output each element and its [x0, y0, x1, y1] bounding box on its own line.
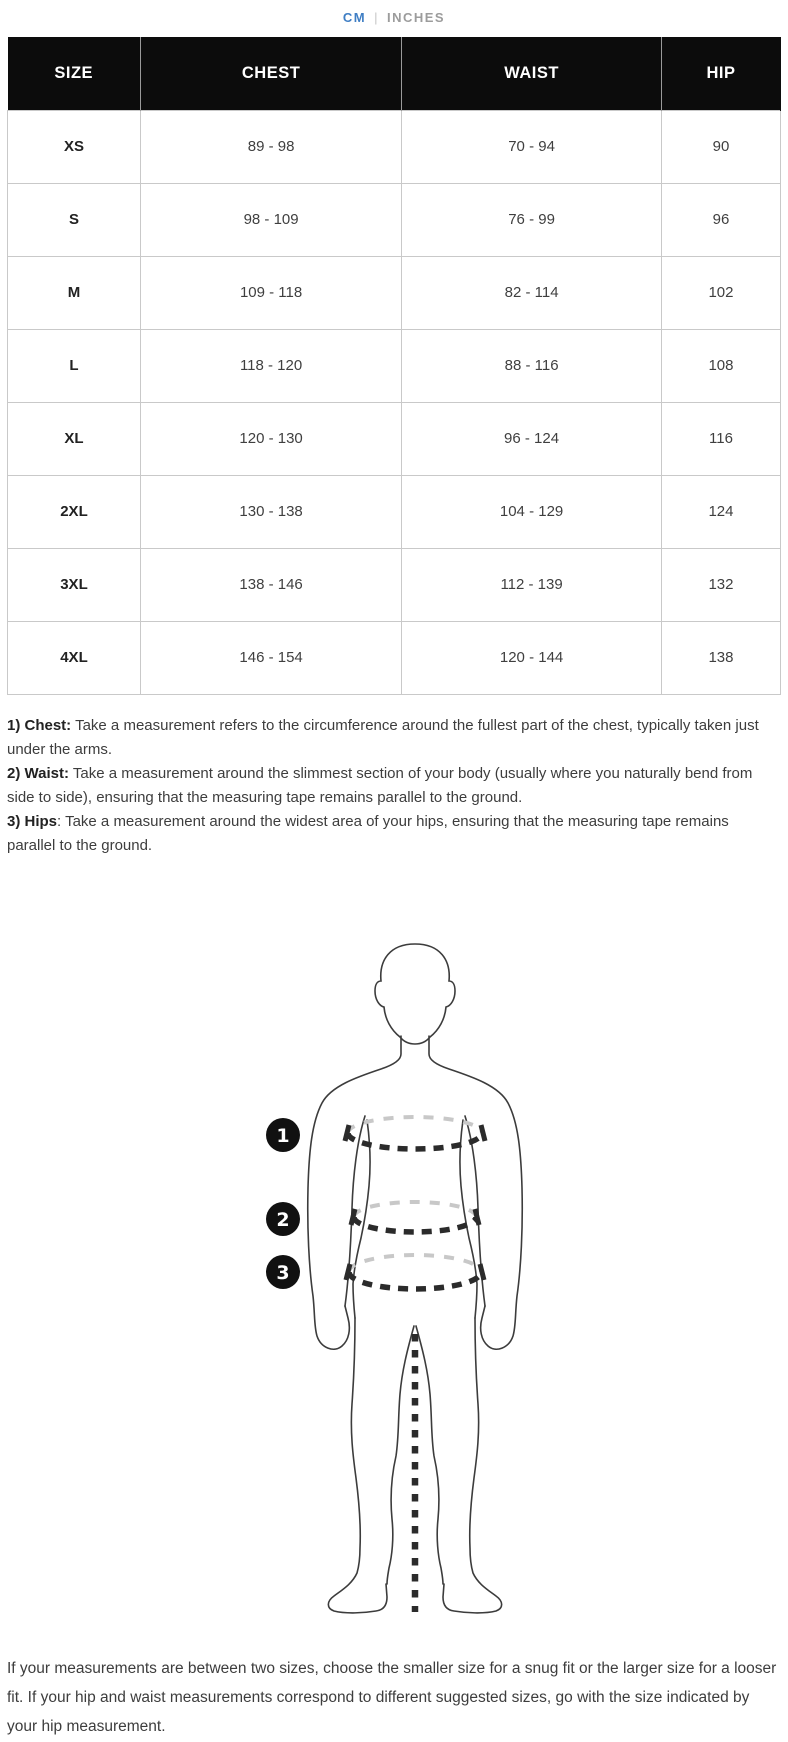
- table-row: [8, 548, 781, 621]
- unit-cm-button[interactable]: CM: [342, 10, 367, 25]
- hip-cell: 90: [661, 110, 780, 183]
- unit-inches-button[interactable]: INCHES: [386, 10, 446, 25]
- hip-cell: 132: [661, 548, 780, 621]
- header-hip: HIP: [661, 37, 780, 110]
- waist-cell: 120 - 144: [402, 621, 662, 694]
- table-row: [8, 256, 781, 329]
- chest-cell: 130 - 138: [140, 475, 401, 548]
- chest-cell: 120 - 130: [140, 402, 401, 475]
- chest-cell: 109 - 118: [140, 256, 401, 329]
- size-cell: 4XL: [8, 621, 141, 694]
- hip-cell: 124: [661, 475, 780, 548]
- unit-divider: |: [374, 10, 379, 25]
- table-row: [8, 183, 781, 256]
- chest-cell: 98 - 109: [140, 183, 401, 256]
- waist-cell: 112 - 139: [402, 548, 662, 621]
- chest-cell: 146 - 154: [140, 621, 401, 694]
- instruction-chest: 1) Chest: Take a measurement refers to the circumference around the fullest part of the chest, typically taken just under the arms.: [7, 716, 759, 758]
- marker-1-label: 1: [276, 1124, 290, 1147]
- table-row: [8, 110, 781, 183]
- header-waist: WAIST: [402, 37, 662, 110]
- table-row: [8, 329, 781, 402]
- hip-cell: 108: [661, 329, 780, 402]
- diagram-markers: [266, 1118, 300, 1289]
- marker-2-label: 2: [276, 1208, 290, 1231]
- chest-tape-line: [345, 1117, 485, 1149]
- waist-cell: 88 - 116: [402, 329, 662, 402]
- body-diagram-section: [7, 858, 781, 1648]
- measuring-instructions: [7, 714, 781, 858]
- table-header-row: [8, 37, 781, 110]
- waist-cell: 104 - 129: [402, 475, 662, 548]
- size-cell: 3XL: [8, 548, 141, 621]
- waist-cell: 76 - 99: [402, 183, 662, 256]
- size-cell: XS: [8, 110, 141, 183]
- fit-advice-note: If your measurements are between two sizes, choose the smaller size for a snug fit or the larger size for a looser fit. If your hip and waist measurements correspond to different suggested sizes, go with the size indicated by your hip measurement.: [7, 1659, 777, 1735]
- hip-cell: 96: [661, 183, 780, 256]
- waist-cell: 82 - 114: [402, 256, 662, 329]
- unit-toggle: [7, 0, 781, 28]
- size-cell: XL: [8, 402, 141, 475]
- waist-cell: 96 - 124: [402, 402, 662, 475]
- table-row: [8, 402, 781, 475]
- chest-cell: 89 - 98: [140, 110, 401, 183]
- hip-tape-line: [346, 1255, 484, 1289]
- hip-cell: 116: [661, 402, 780, 475]
- size-cell: S: [8, 183, 141, 256]
- header-size: SIZE: [8, 37, 141, 110]
- body-measurement-diagram: [214, 936, 614, 1626]
- size-chart-table: [7, 37, 781, 695]
- hip-cell: 138: [661, 621, 780, 694]
- instruction-waist: 2) Waist: Take a measurement around the slimmest section of your body (usually where you naturally bend from side to side), ensuring that the measuring tape remains parallel to the ground.: [7, 764, 753, 806]
- header-chest: CHEST: [140, 37, 401, 110]
- instruction-hips: 3) Hips: Take a measurement around the widest area of your hips, ensuring that the measuring tape remains parallel to the ground.: [7, 812, 729, 854]
- hip-cell: 102: [661, 256, 780, 329]
- chest-cell: 138 - 146: [140, 548, 401, 621]
- table-row: [8, 475, 781, 548]
- marker-3-label: 3: [276, 1261, 290, 1284]
- waist-tape-line: [351, 1202, 479, 1232]
- table-row: [8, 621, 781, 694]
- size-cell: 2XL: [8, 475, 141, 548]
- waist-cell: 70 - 94: [402, 110, 662, 183]
- size-cell: L: [8, 329, 141, 402]
- chest-cell: 118 - 120: [140, 329, 401, 402]
- size-cell: M: [8, 256, 141, 329]
